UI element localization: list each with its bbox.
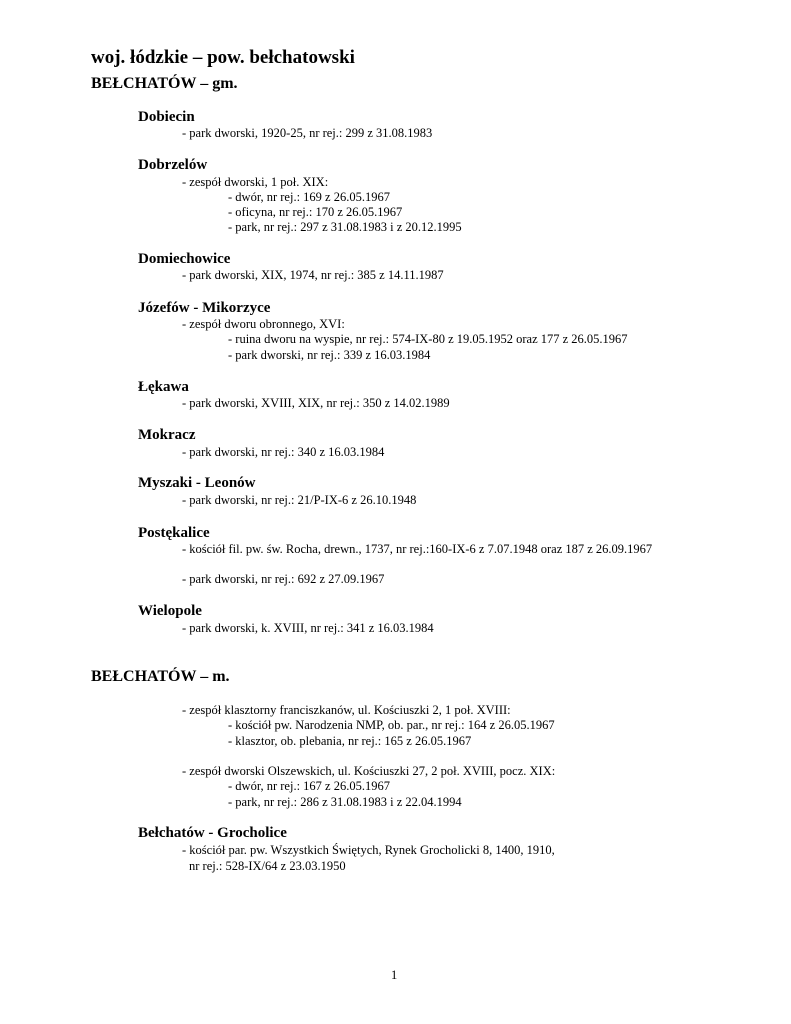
entry-line: - park dworski, nr rej.: 21/P-IX-6 z 26.10.1948 <box>182 493 417 507</box>
entry-line: - kościół fil. pw. św. Rocha, drewn., 1737, nr rej.:160-IX-6 z 7.07.1948 oraz 187 z 26.09.1967 <box>182 542 653 556</box>
locality-heading: Myszaki - Leonów <box>138 475 256 491</box>
entry-line: - dwór, nr rej.: 167 z 26.05.1967 <box>228 779 390 793</box>
entry-line: - park dworski, nr rej.: 340 z 16.03.1984 <box>182 445 385 459</box>
entry-line: - park dworski, 1920-25, nr rej.: 299 z 31.08.1983 <box>182 126 433 140</box>
locality-heading: Dobrzelów <box>138 157 208 173</box>
entry-line: - park dworski, XIX, 1974, nr rej.: 385 z 14.11.1987 <box>182 268 444 282</box>
page-title: woj. łódzkie – pow. bełchatowski <box>91 47 355 68</box>
entry-line: - zespół dworski Olszewskich, ul. Kościuszki 27, 2 poł. XVIII, pocz. XIX: <box>182 764 556 778</box>
locality-heading: Łękawa <box>138 379 189 395</box>
entry-line: - oficyna, nr rej.: 170 z 26.05.1967 <box>228 205 403 219</box>
entry-line: - zespół dworu obronnego, XVI: <box>182 317 345 331</box>
entry-line: - kościół pw. Narodzenia NMP, ob. par., nr rej.: 164 z 26.05.1967 <box>228 718 555 732</box>
locality-heading: Postękalice <box>138 525 210 541</box>
entry-line: - kościół par. pw. Wszystkich Świętych, Rynek Grocholicki 8, 1400, 1910, <box>182 843 555 857</box>
entry-line: - park dworski, k. XVIII, nr rej.: 341 z 16.03.1984 <box>182 621 434 635</box>
page-number: 1 <box>391 968 398 982</box>
entry-line: - dwór, nr rej.: 169 z 26.05.1967 <box>228 190 390 204</box>
locality-heading: Wielopole <box>138 603 202 619</box>
locality-heading: Józefów - Mikorzyce <box>138 300 271 316</box>
locality-heading: Mokracz <box>138 427 196 443</box>
entry-line: - park dworski, nr rej.: 339 z 16.03.1984 <box>228 348 431 362</box>
entry-line: - park, nr rej.: 286 z 31.08.1983 i z 22.04.1994 <box>228 795 462 809</box>
miasto-heading: BEŁCHATÓW – m. <box>91 668 230 685</box>
locality-heading: Bełchatów - Grocholice <box>138 825 287 841</box>
entry-line: - ruina dworu na wyspie, nr rej.: 574-IX-80 z 19.05.1952 oraz 177 z 26.05.1967 <box>228 332 628 346</box>
entry-line: - zespół klasztorny franciszkanów, ul. Kościuszki 2, 1 poł. XVIII: <box>182 703 511 717</box>
entry-line: - park dworski, nr rej.: 692 z 27.09.1967 <box>182 572 385 586</box>
entry-line: - park, nr rej.: 297 z 31.08.1983 i z 20.12.1995 <box>228 220 462 234</box>
gmina-heading: BEŁCHATÓW – gm. <box>91 75 238 92</box>
entry-line: - park dworski, XVIII, XIX, nr rej.: 350 z 14.02.1989 <box>182 396 450 410</box>
entry-line: - zespół dworski, 1 poł. XIX: <box>182 175 329 189</box>
entry-line: - klasztor, ob. plebania, nr rej.: 165 z 26.05.1967 <box>228 734 472 748</box>
locality-heading: Dobiecin <box>138 109 195 125</box>
locality-heading: Domiechowice <box>138 251 231 267</box>
entry-line: nr rej.: 528-IX/64 z 23.03.1950 <box>189 859 346 873</box>
